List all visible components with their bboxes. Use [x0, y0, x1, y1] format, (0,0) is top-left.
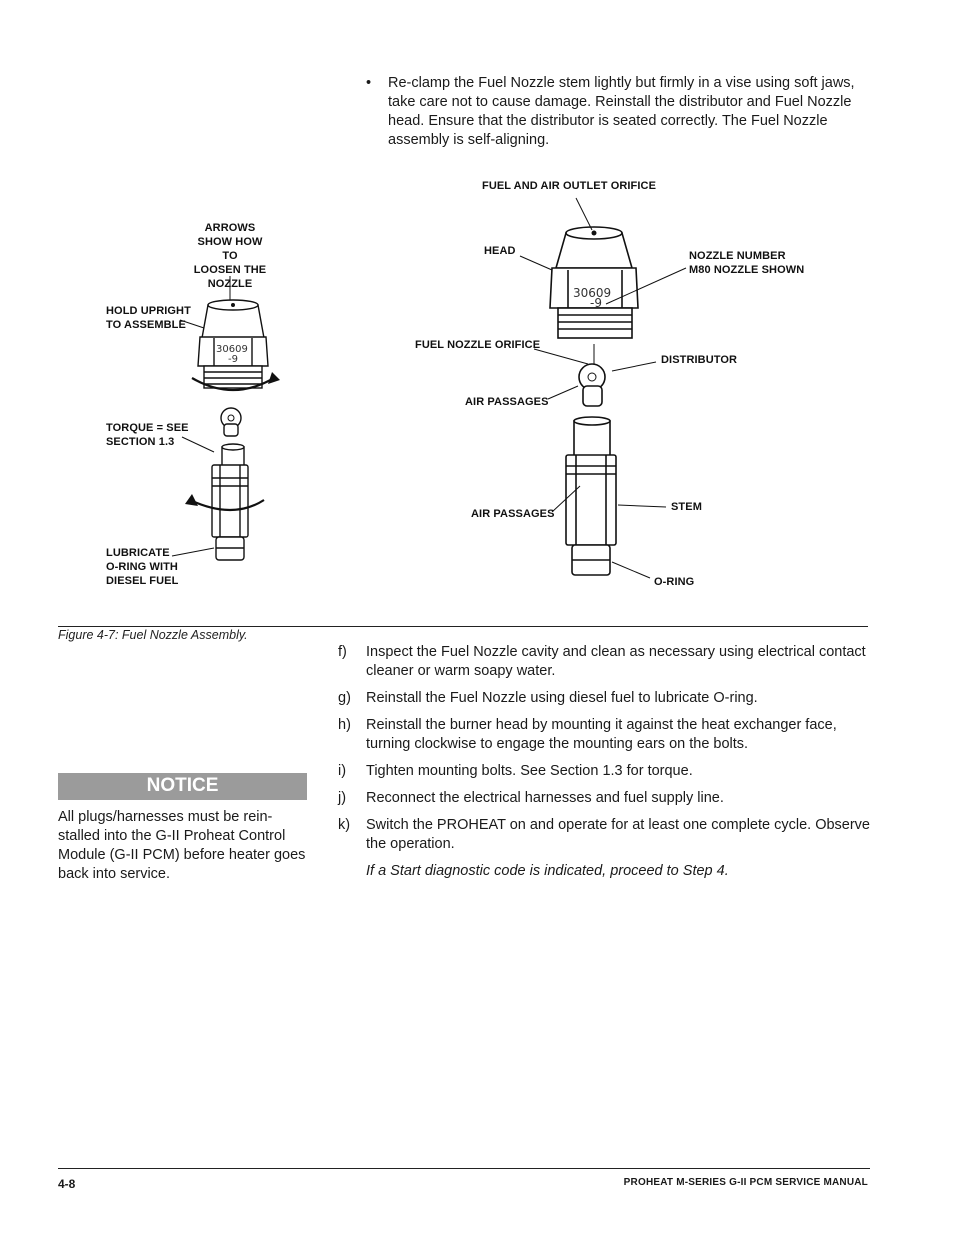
callout-air-passages-bottom: AIR PASSAGES: [471, 508, 555, 520]
footer-rule: [58, 1168, 870, 1169]
figure-rule: [58, 626, 868, 627]
step-text: Reconnect the electrical harnesses and fuel supply line.: [366, 790, 724, 806]
stamp-right-line1: 30609: [573, 286, 612, 300]
step-text: Tighten mounting bolts. See Section 1.3 for torque.: [366, 763, 693, 779]
callout-outlet-orifice: FUEL AND AIR OUTLET ORIFICE: [482, 180, 657, 192]
step-letter: g): [338, 690, 351, 706]
callout-head: HEAD: [484, 245, 516, 257]
step-f: [338, 643, 873, 681]
notice-title: NOTICE: [146, 775, 219, 796]
callout-distributor: DISTRIBUTOR: [661, 354, 738, 366]
stamp-right-line2: -9: [590, 296, 602, 310]
bullet-symbol: •: [366, 75, 372, 91]
callout-stem: STEM: [671, 501, 702, 513]
step-letter: h): [338, 717, 351, 733]
callout-fuel-nozzle-orifice: FUEL NOZZLE ORIFICE: [415, 339, 541, 351]
step-text: Inspect the Fuel Nozzle cavity and clean as necessary using electrical contact cleaner or warm soapy water.: [366, 644, 866, 679]
step-text: Switch the PROHEAT on and operate for at least one complete cycle. Observe the operation.: [366, 817, 870, 852]
step-letter: i): [338, 763, 347, 779]
step-h: [338, 716, 873, 754]
intro-bullet-text: Re-clamp the Fuel Nozzle stem lightly but firmly in a vise using soft jaws, take care not to cause damage. Reinstall the distributor and Fuel Nozzle head. Ensure that the distributor is seated correctly. The Fuel Nozzle assembly is self-aligning.: [388, 75, 855, 148]
stamp-left-line1: 30609: [216, 344, 248, 355]
stamp-left-line2: -9: [228, 354, 238, 365]
callout-air-passages-top: AIR PASSAGES: [465, 396, 549, 408]
step-g: [338, 689, 873, 708]
notice-text: All plugs/harnesses must be rein-stalled into the G-II Proheat Control Module (G-II PCM) before heater goes back into service.: [58, 809, 306, 882]
step-i: [338, 762, 873, 781]
step-list: [338, 643, 873, 881]
page-number: 4-8: [58, 1177, 76, 1191]
callout-hold-upright: HOLD UPRIGHT TO ASSEMBLE: [106, 305, 191, 331]
step-note: If a Start diagnostic code is indicated, proceed to Step 4.: [366, 863, 729, 879]
step-text: Reinstall the burner head by mounting it against the heat exchanger face, turning clockwise to engage the mounting ears on the bolts.: [366, 717, 837, 752]
notice-heading: [58, 773, 307, 800]
callout-nozzle-number: NOZZLE NUMBER M80 NOZZLE SHOWN: [689, 250, 805, 276]
step-letter: f): [338, 644, 347, 660]
manual-title: PROHEAT M-SERIES G-II PCM SERVICE MANUAL: [623, 1177, 868, 1188]
step-letter: j): [338, 790, 347, 806]
callout-o-ring: O-RING: [654, 576, 695, 588]
figure-caption: Figure 4-7: Fuel Nozzle Assembly.: [58, 628, 248, 642]
step-j: [338, 789, 873, 808]
callout-lubricate: LUBRICATE O-RING WITH DIESEL FUEL: [106, 547, 179, 587]
callout-arrows: ARROWS SHOW HOW TO LOOSEN THE NOZZLE: [193, 222, 267, 290]
step-k: [338, 816, 873, 854]
callout-torque: TORQUE = SEE SECTION 1.3: [106, 422, 189, 448]
step-text: Reinstall the Fuel Nozzle using diesel fuel to lubricate O-ring.: [366, 690, 758, 706]
step-letter: k): [338, 817, 351, 833]
